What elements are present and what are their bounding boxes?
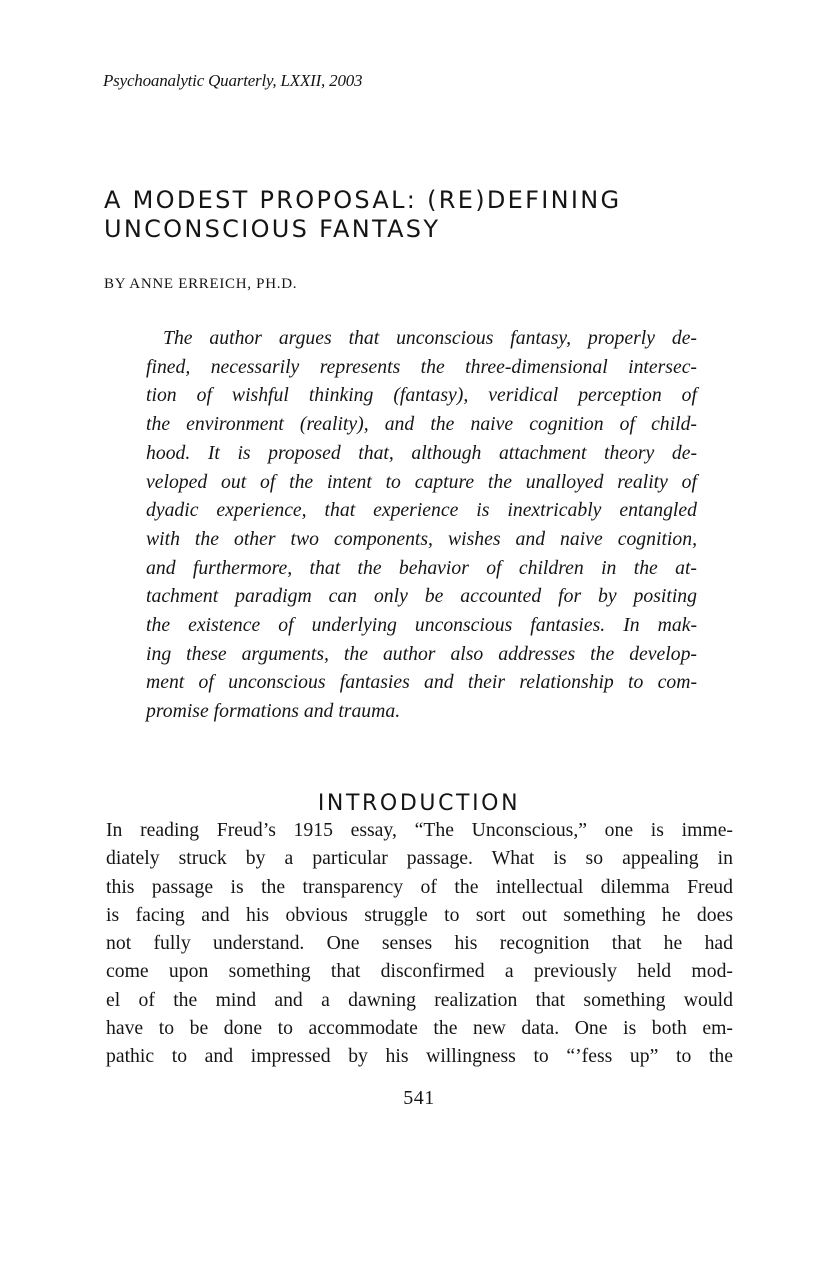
journal-citation: Psychoanalytic Quarterly, LXXII, 2003 [103, 71, 363, 90]
body-line: this passage is the transparency of the intellectual dilemma Freud [106, 875, 733, 898]
abstract-line: tion of wishful thinking (fantasy), veridical perception of [146, 384, 697, 407]
abstract-line: and furthermore, that the behavior of children in the at- [146, 556, 697, 579]
body-line: In reading Freud’s 1915 essay, “The Unconscious,” one is imme- [106, 819, 733, 841]
title-line: UNCONSCIOUS FANTASY [104, 215, 441, 243]
body-line: come upon something that disconfirmed a previously held mod- [106, 960, 733, 983]
abstract-line: with the other two components, wishes and naive cognition, [146, 527, 697, 550]
body-line: have to be done to accommodate the new data. One is both em- [106, 1017, 733, 1040]
body-line: diately struck by a particular passage. What is so appealing in [106, 847, 733, 870]
author-byline: BY ANNE ERREICH, PH.D. [104, 276, 298, 292]
title-line: A MODEST PROPOSAL: (RE)DEFINING [104, 186, 622, 214]
abstract [146, 324, 697, 726]
body-line: is facing and his obvious struggle to sort out something he does [106, 903, 733, 926]
abstract-line: ing these arguments, the author also addresses the develop- [146, 642, 697, 665]
abstract-line: dyadic experience, that experience is inextricably entangled [146, 499, 697, 522]
abstract-line: tachment paradigm can only be accounted for by positing [146, 585, 697, 608]
introduction-body [106, 816, 733, 1071]
section-heading: INTRODUCTION [317, 791, 521, 816]
body-line: el of the mind and a dawning realization that something would [106, 988, 733, 1011]
abstract-line: the environment (reality), and the naive cognition of child- [146, 413, 697, 436]
abstract-line: veloped out of the intent to capture the unalloyed reality of [146, 470, 697, 493]
abstract-line: the existence of underlying unconscious fantasies. In mak- [146, 614, 697, 637]
article-title [104, 186, 744, 244]
abstract-line: hood. It is proposed that, although attachment theory de- [146, 441, 697, 464]
page-number: 541 [403, 1087, 435, 1109]
abstract-line: fined, necessarily represents the three-dimensional intersec- [146, 355, 697, 378]
abstract-line: ment of unconscious fantasies and their relationship to com- [146, 671, 697, 694]
body-line: not fully understand. One senses his recognition that he had [106, 932, 733, 955]
abstract-line: promise formations and trauma. [146, 700, 401, 723]
body-line: pathic to and impressed by his willingness to “’fess up” to the [106, 1045, 733, 1068]
abstract-line: The author argues that unconscious fantasy, properly de- [163, 327, 697, 349]
